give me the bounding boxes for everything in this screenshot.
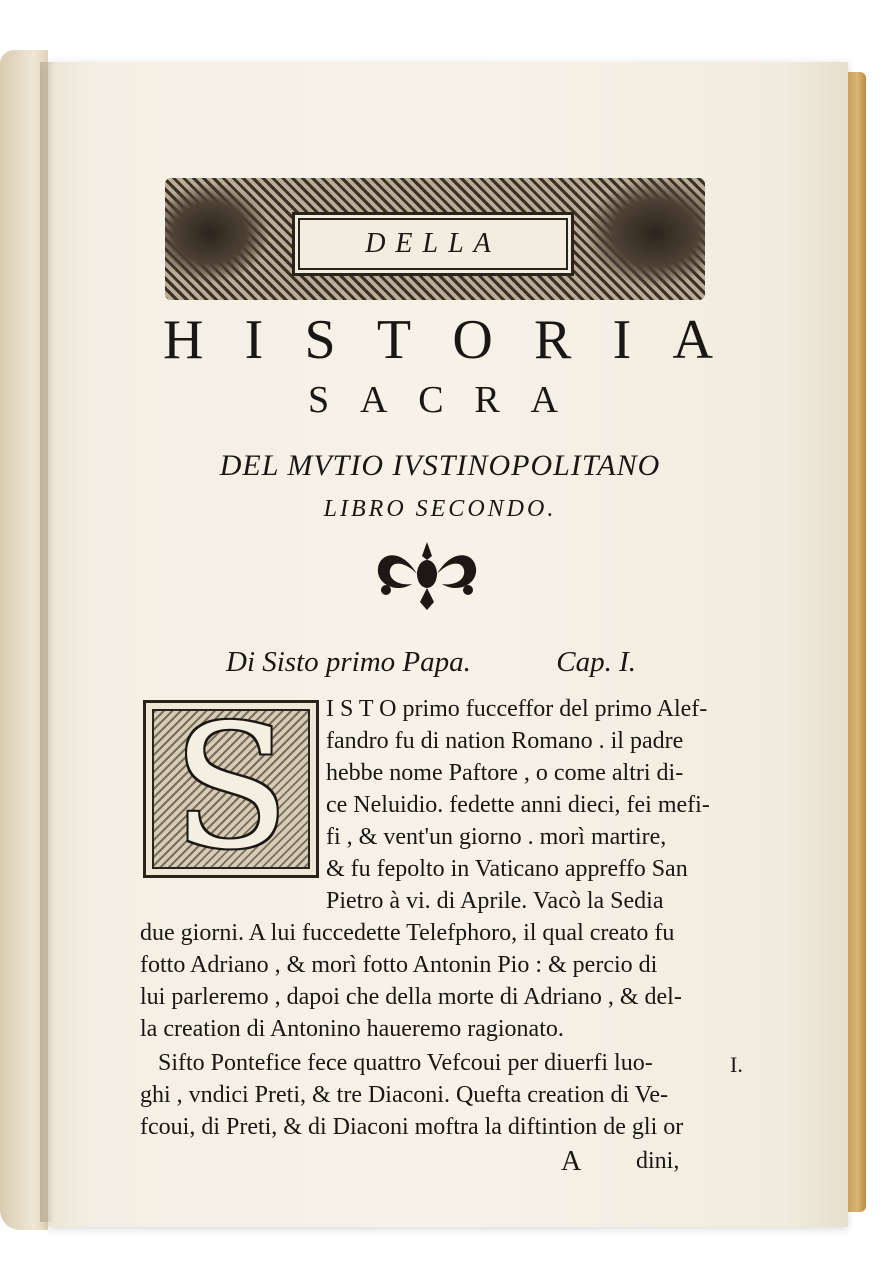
text-line: ghi , vndici Preti, & tre Diaconi. Quefta creation di Ve- <box>140 1082 669 1108</box>
title-letter: I <box>244 309 264 371</box>
decorated-initial <box>143 700 319 878</box>
text-line: la creation di Antonino haueremo ragionato. <box>140 1016 564 1042</box>
title-letter: C <box>418 379 444 421</box>
title-letter: I <box>612 309 632 371</box>
page-edge <box>848 72 866 1212</box>
text-line: I S T O primo fucceffor del primo Alef- <box>326 696 708 722</box>
author-line: DEL MVTIO IVSTINOPOLITANO <box>219 449 661 482</box>
title-letter: A <box>672 309 713 371</box>
title-historia <box>163 308 713 372</box>
text-line: & fu fepolto in Vaticano appreffo San <box>326 856 688 882</box>
title-letter: S <box>308 379 330 421</box>
title-letter: R <box>474 379 500 421</box>
text-line: ce Neluidio. fedette anni dieci, fei mefi- <box>326 792 710 818</box>
title-letter: R <box>534 309 572 371</box>
title-letter: T <box>376 309 412 371</box>
text-line: fi , & vent'un giorno . morì martire, <box>326 824 667 850</box>
text-line: fandro fu di nation Romano . il padre <box>326 728 684 754</box>
title-letter: A <box>359 379 388 421</box>
title-letter: S <box>304 309 336 371</box>
banner-text: DELLA <box>365 228 501 259</box>
title-sacra <box>308 378 558 422</box>
catchword: dini, <box>636 1148 680 1174</box>
text-line: lui parleremo , dapoi che della morte di Adriano , & del- <box>140 984 682 1010</box>
gutter-shadow <box>40 62 54 1222</box>
text-line: fcoui, di Preti, & di Diaconi moftra la diftintion de gli or <box>140 1114 684 1140</box>
text-line: Pietro à vi. di Aprile. Vacò la Sedia <box>326 888 664 914</box>
text-line: due giorni. A lui fuccedette Telefphoro, il qual creato fu <box>140 920 675 946</box>
initial-letter: S <box>172 700 290 878</box>
title-letter: O <box>452 309 493 371</box>
text-line: hebbe nome Paftore , o come altri di- <box>326 760 684 786</box>
chapter-heading <box>226 640 636 684</box>
chapter-number: Cap. I. <box>556 646 636 678</box>
title-letter: A <box>530 379 558 421</box>
margin-note-number: I. <box>730 1052 743 1077</box>
book-line: LIBRO SECONDO. <box>323 496 557 522</box>
text-line: Sifto Pontefice fece quattro Vefcoui per diuerfi luo- <box>158 1050 653 1076</box>
banner-plaque <box>292 212 574 276</box>
title-letter: H <box>163 309 204 371</box>
woodcut-banner <box>165 178 705 300</box>
fleuron-ornament-icon <box>372 538 482 612</box>
signature-mark: A <box>561 1146 582 1177</box>
chapter-title: Di Sisto primo Papa. <box>226 646 471 678</box>
text-line: fotto Adriano , & morì fotto Antonin Pio : & percio di <box>140 952 658 978</box>
